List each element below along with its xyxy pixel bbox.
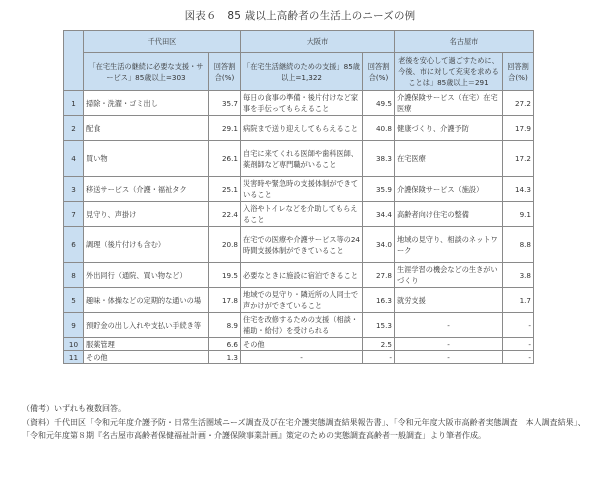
chiyoda-pct: 1.3 <box>209 351 241 364</box>
chiyoda-pct: 6.6 <box>209 338 241 351</box>
nagoya-pct: 27.2 <box>503 91 534 116</box>
nagoya-pct: 9.1 <box>503 202 534 227</box>
nagoya-item: - <box>395 351 503 364</box>
osaka-item: その他 <box>241 338 363 351</box>
nagoya-pct: 17.9 <box>503 116 534 141</box>
osaka-pct: - <box>363 351 395 364</box>
pct-header-osaka: 回答割合(%) <box>363 53 395 91</box>
needs-table <box>63 30 534 364</box>
remarks-note: （備考）いずれも複数回答。 <box>22 404 126 413</box>
figure-notes <box>22 402 592 443</box>
chiyoda-item: 掃除・洗濯・ゴミ出し <box>84 91 209 116</box>
group-chiyoda: 千代田区 <box>84 31 241 53</box>
table-row <box>64 288 534 313</box>
nagoya-pct: 8.8 <box>503 227 534 263</box>
rank-cell: 5 <box>64 288 84 313</box>
table-row <box>64 202 534 227</box>
table-row <box>64 91 534 116</box>
osaka-item: 病院まで送り迎えしてもらえること <box>241 116 363 141</box>
chiyoda-item: 預貯金の出し入れや支払い手続き等 <box>84 313 209 338</box>
chiyoda-item: 見守り、声掛け <box>84 202 209 227</box>
nagoya-item: 生涯学習の機会などの生きがいづくり <box>395 263 503 288</box>
header-row-groups <box>64 31 534 53</box>
osaka-pct: 2.5 <box>363 338 395 351</box>
table-row <box>64 263 534 288</box>
rank-cell: 9 <box>64 313 84 338</box>
rank-header <box>64 31 84 91</box>
nagoya-item: 在宅医療 <box>395 141 503 177</box>
chiyoda-item: 調理（後片付けも含む） <box>84 227 209 263</box>
osaka-item: 在宅での医療や介護サービス等の24時間支援体制ができていること <box>241 227 363 263</box>
rank-cell: 11 <box>64 351 84 364</box>
header-row-questions <box>64 53 534 91</box>
osaka-pct: 38.3 <box>363 141 395 177</box>
rank-cell: 1 <box>64 91 84 116</box>
table-row <box>64 351 534 364</box>
chiyoda-pct: 19.5 <box>209 263 241 288</box>
nagoya-pct: - <box>503 313 534 338</box>
chiyoda-item: 外出同行（通院、買い物など） <box>84 263 209 288</box>
question-osaka: 「在宅生活継続のための支援」85歳以上=1,322 <box>241 53 363 91</box>
nagoya-item: 健康づくり、介護予防 <box>395 116 503 141</box>
osaka-pct: 35.9 <box>363 177 395 202</box>
table-row <box>64 313 534 338</box>
osaka-item: 災害時や緊急時の支援体制ができていること <box>241 177 363 202</box>
question-chiyoda: 「在宅生活の継続に必要な支援・サービス」85歳以上=303 <box>84 53 209 91</box>
question-nagoya: 老後を安心して過ごすために、今後、市に対して充実を求めることは」85歳以上＝291 <box>395 53 503 91</box>
nagoya-pct: 14.3 <box>503 177 534 202</box>
nagoya-item: 介護保険サービス（施設） <box>395 177 503 202</box>
nagoya-pct: 3.8 <box>503 263 534 288</box>
rank-cell: 8 <box>64 263 84 288</box>
nagoya-item: 地域の見守り、相談のネットワーク <box>395 227 503 263</box>
pct-header-chiyoda: 回答割合(%) <box>209 53 241 91</box>
chiyoda-pct: 17.8 <box>209 288 241 313</box>
rank-cell: 2 <box>64 116 84 141</box>
nagoya-item: 就労支援 <box>395 288 503 313</box>
nagoya-pct: 1.7 <box>503 288 534 313</box>
group-osaka: 大阪市 <box>241 31 395 53</box>
source-note: （資料）千代田区「令和元年度介護予防・日常生活圏域ニーズ調査及び在宅介護実態調査結果報告書」、「令和元年度大阪市高齢者実態調査 本人調査結果」、「令和元年度第８期『名古屋市高齢者保健福祉計画・介護保険事業計画』策定のための実態調査高齢者一般調査」より筆者作成。 <box>22 417 586 440</box>
chiyoda-pct: 8.9 <box>209 313 241 338</box>
osaka-pct: 40.8 <box>363 116 395 141</box>
osaka-item: - <box>241 351 363 364</box>
chiyoda-item: 趣味・体操などの定期的な通いの場 <box>84 288 209 313</box>
rank-cell: 10 <box>64 338 84 351</box>
chiyoda-pct: 22.4 <box>209 202 241 227</box>
nagoya-item: - <box>395 313 503 338</box>
pct-header-nagoya: 回答割合(%) <box>503 53 534 91</box>
rank-cell: 7 <box>64 202 84 227</box>
nagoya-pct: - <box>503 351 534 364</box>
osaka-pct: 16.3 <box>363 288 395 313</box>
nagoya-item: 高齢者向け住宅の整備 <box>395 202 503 227</box>
osaka-item: 必要なときに施設に宿泊できること <box>241 263 363 288</box>
nagoya-pct: 17.2 <box>503 141 534 177</box>
osaka-pct: 34.4 <box>363 202 395 227</box>
nagoya-item: 介護保険サービス（在宅）在宅医療 <box>395 91 503 116</box>
osaka-item: 住宅を改修するための支援（相談・補助・給付）を受けられる <box>241 313 363 338</box>
rank-cell: 6 <box>64 227 84 263</box>
osaka-item: 入浴やトイレなどを介助してもらえること <box>241 202 363 227</box>
chiyoda-item: 服薬管理 <box>84 338 209 351</box>
osaka-item: 毎日の食事の準備・後片付けなど家事を手伝ってもらえること <box>241 91 363 116</box>
chiyoda-pct: 25.1 <box>209 177 241 202</box>
osaka-pct: 34.0 <box>363 227 395 263</box>
group-nagoya: 名古屋市 <box>395 31 534 53</box>
chiyoda-pct: 29.1 <box>209 116 241 141</box>
table-row <box>64 116 534 141</box>
osaka-pct: 15.3 <box>363 313 395 338</box>
figure-title: 図表６ 85 歳以上高齢者の生活上のニーズの例 <box>184 10 416 22</box>
chiyoda-item: 配食 <box>84 116 209 141</box>
osaka-pct: 27.8 <box>363 263 395 288</box>
table-row <box>64 227 534 263</box>
nagoya-pct: - <box>503 338 534 351</box>
chiyoda-item: その他 <box>84 351 209 364</box>
table-row <box>64 141 534 177</box>
rank-cell: 4 <box>64 141 84 177</box>
table-row <box>64 338 534 351</box>
osaka-item: 地域での見守り・隣近所の人同士で声かけができていること <box>241 288 363 313</box>
nagoya-item: - <box>395 338 503 351</box>
chiyoda-pct: 20.8 <box>209 227 241 263</box>
chiyoda-pct: 26.1 <box>209 141 241 177</box>
chiyoda-item: 買い物 <box>84 141 209 177</box>
chiyoda-pct: 35.7 <box>209 91 241 116</box>
osaka-pct: 49.5 <box>363 91 395 116</box>
rank-cell: 3 <box>64 177 84 202</box>
table-row <box>64 177 534 202</box>
osaka-item: 自宅に来てくれる医師や歯科医師、薬剤師など専門職がいること <box>241 141 363 177</box>
chiyoda-item: 移送サービス（介護・福祉タク <box>84 177 209 202</box>
